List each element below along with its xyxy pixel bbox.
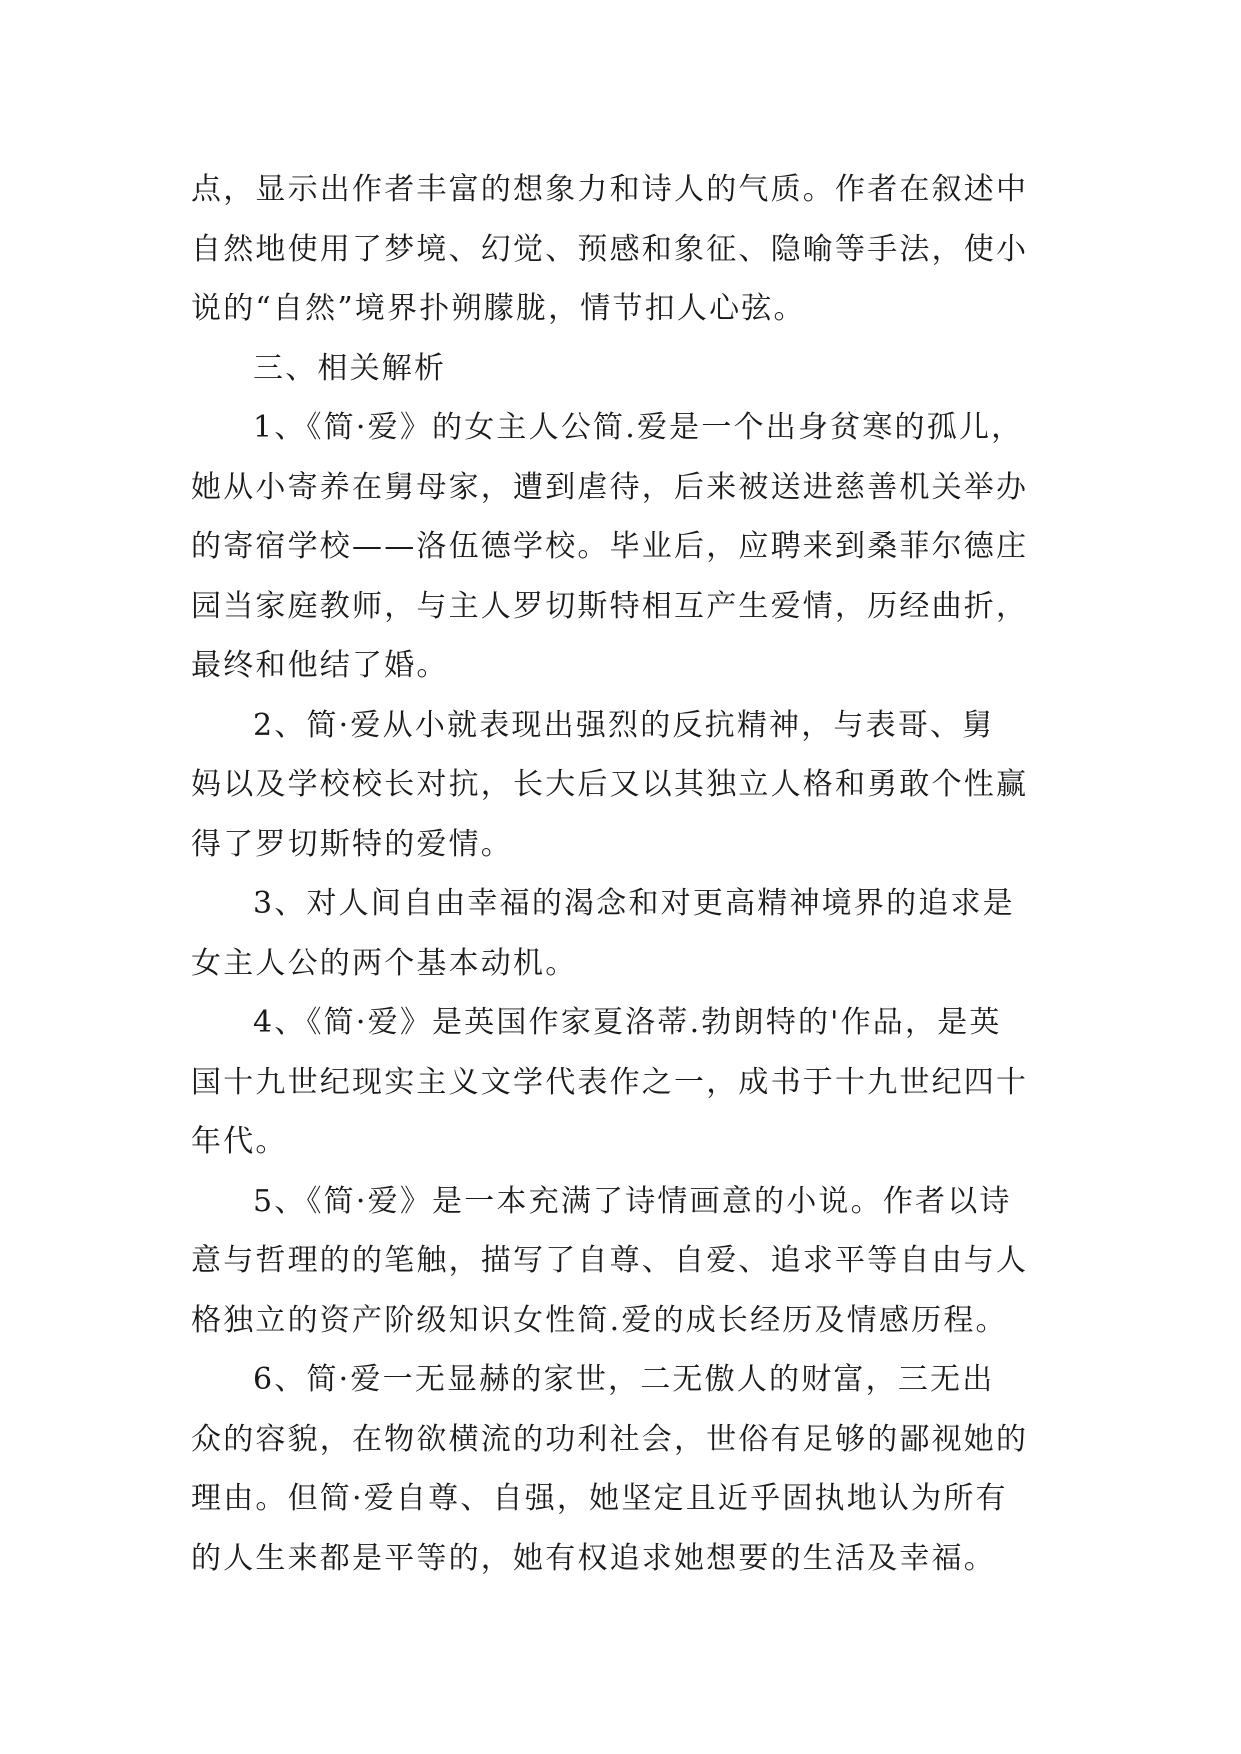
text-line: 的寄宿学校——洛伍德学校。毕业后，应聘来到桑菲尔德庄 [191,529,1029,564]
text-line: 自然地使用了梦境、幻觉、预感和象征、隐喻等手法，使小 [191,231,1029,267]
section-heading: 三、相关解析 [253,350,447,386]
text-line: 园当家庭教师，与主人罗切斯特相互产生爱情，历经曲折， [191,588,1029,624]
text-line: 理由。但简·爱自尊、自强，她坚定且近乎固执地认为所有 [191,1481,1008,1516]
text-line: 国十九世纪现实主义文学代表作之一，成书于十九世纪四十 [191,1064,1029,1100]
text-line: 年代。 [191,1124,288,1159]
text-line: 点，显示出作者丰富的想象力和诗人的气质。作者在叙述中 [191,172,1029,207]
text-line: 女主人公的两个基本动机。 [191,945,578,981]
text-line: 2、简·爱从小就表现出强烈的反抗精神，与表哥、舅 [253,707,995,743]
text-line: 1、《简·爱》的女主人公简.爱是一个出身贫寒的孤儿， [253,410,1024,445]
text-line: 得了罗切斯特的爱情。 [191,826,513,862]
text-line: 6、简·爱一无显赫的家世，二无傲人的财富，三无出 [253,1362,995,1397]
text-line: 妈以及学校校长对抗，长大后又以其独立人格和勇敢个性赢 [191,767,1029,802]
text-line: 4、《简·爱》是英国作家夏洛蒂.勃朗特的'作品，是英 [253,1005,1002,1040]
text-line: 5、《简·爱》是一本充满了诗情画意的小说。作者以诗 [253,1183,1012,1219]
text-line: 她从小寄养在舅母家，遭到虐待，后来被送进慈善机关举办 [191,469,1029,505]
text-line: 格独立的资产阶级知识女性简.爱的成长经历及情感历程。 [191,1302,1008,1338]
document-body [191,160,1081,1588]
text-line: 3、对人间自由幸福的渴念和对更高精神境界的追求是 [253,886,1015,921]
text-line: 众的容貌，在物欲横流的功利社会，世俗有足够的鄙视她的 [191,1421,1029,1457]
text-line: 意与哲理的的笔触，描写了自尊、自爱、追求平等自由与人 [191,1243,1029,1278]
text-line: 说的“自然”境界扑朔朦胧，情节扣人心弦。 [191,291,806,326]
text-line: 的人生来都是平等的，她有权追求她想要的生活及幸福。 [191,1540,996,1576]
text-line: 最终和他结了婚。 [191,648,449,683]
